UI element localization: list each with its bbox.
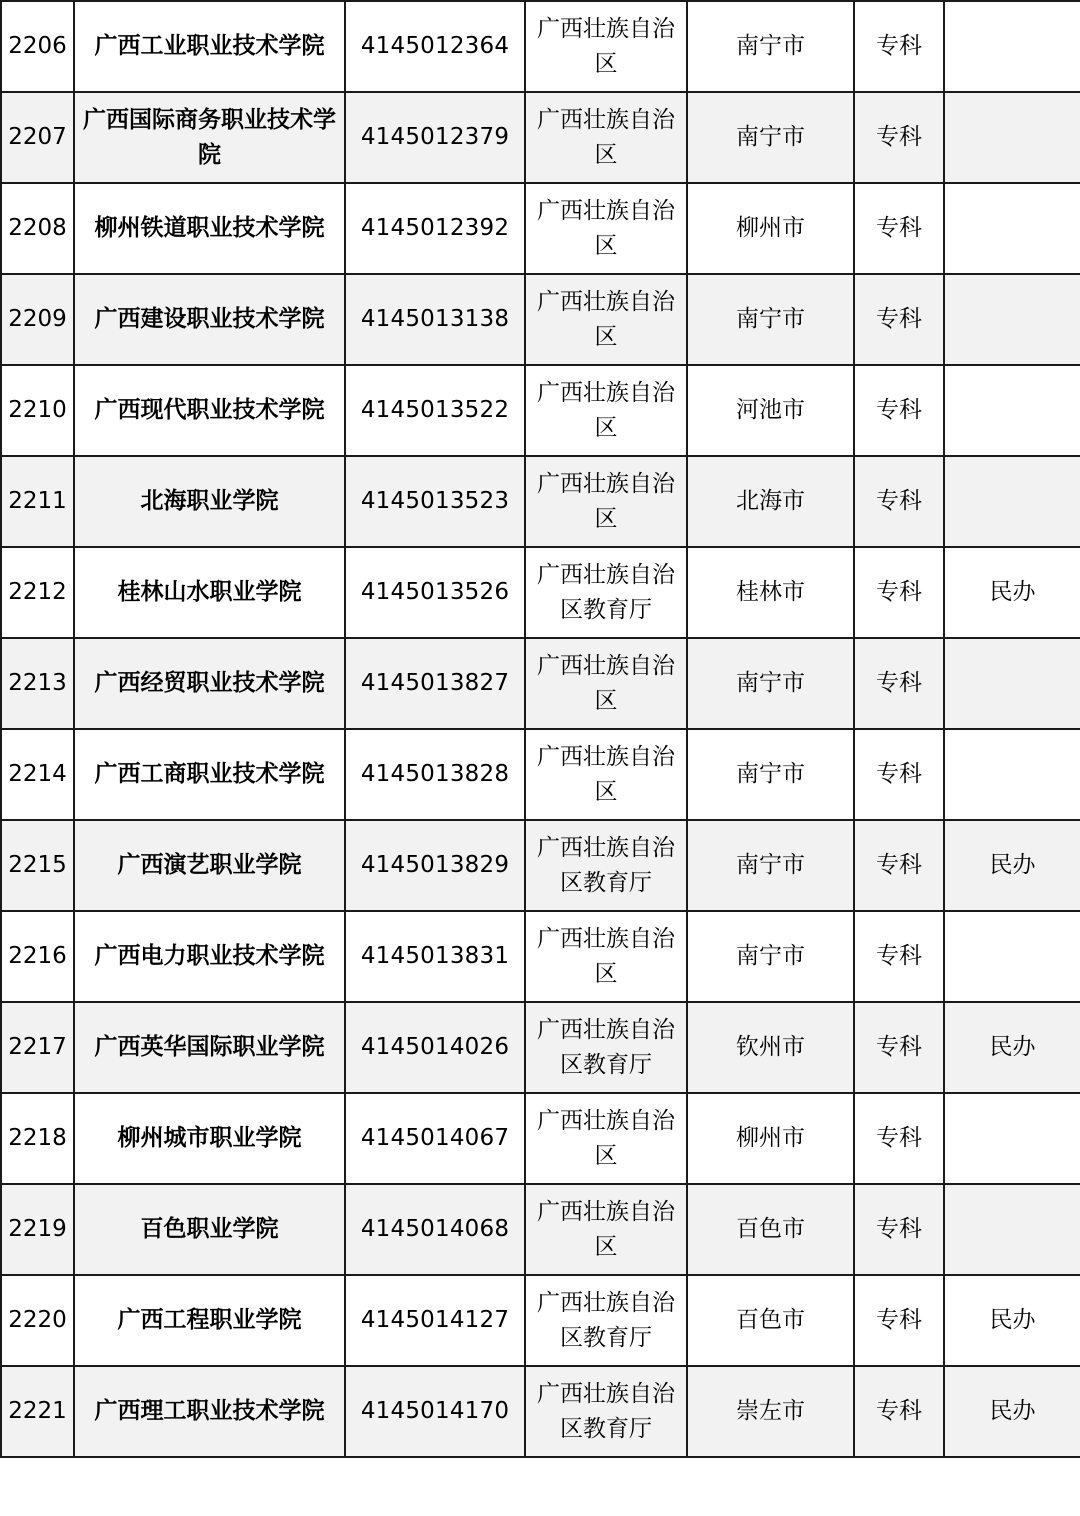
table-row bbox=[1, 183, 1080, 274]
city-cell: 南宁市 bbox=[687, 638, 854, 729]
education-level-cell: 专科 bbox=[854, 547, 944, 638]
table-row bbox=[1, 274, 1080, 365]
table-row bbox=[1, 547, 1080, 638]
school-code-cell: 4145014170 bbox=[345, 1366, 525, 1457]
school-name-cell: 柳州城市职业学院 bbox=[74, 1093, 345, 1184]
education-level-cell: 专科 bbox=[854, 1366, 944, 1457]
school-code-cell: 4145012379 bbox=[345, 92, 525, 183]
supervising-authority-cell: 广西壮族自治区 bbox=[525, 638, 687, 729]
school-name-cell: 广西国际商务职业技术学院 bbox=[74, 92, 345, 183]
table-row bbox=[1, 1184, 1080, 1275]
city-cell: 百色市 bbox=[687, 1275, 854, 1366]
city-cell: 柳州市 bbox=[687, 183, 854, 274]
school-name-cell: 广西工程职业学院 bbox=[74, 1275, 345, 1366]
row-number-cell: 2220 bbox=[1, 1275, 74, 1366]
table-row bbox=[1, 729, 1080, 820]
school-name-cell: 北海职业学院 bbox=[74, 456, 345, 547]
row-number-cell: 2218 bbox=[1, 1093, 74, 1184]
note-cell: 民办 bbox=[944, 547, 1080, 638]
city-cell: 南宁市 bbox=[687, 1, 854, 92]
city-cell: 南宁市 bbox=[687, 729, 854, 820]
note-cell bbox=[944, 1, 1080, 92]
table-body bbox=[1, 1, 1080, 1457]
city-cell: 北海市 bbox=[687, 456, 854, 547]
note-cell: 民办 bbox=[944, 1366, 1080, 1457]
school-code-cell: 4145013831 bbox=[345, 911, 525, 1002]
education-level-cell: 专科 bbox=[854, 365, 944, 456]
table-row bbox=[1, 820, 1080, 911]
education-level-cell: 专科 bbox=[854, 92, 944, 183]
note-cell bbox=[944, 365, 1080, 456]
supervising-authority-cell: 广西壮族自治区 bbox=[525, 456, 687, 547]
school-code-cell: 4145014067 bbox=[345, 1093, 525, 1184]
row-number-cell: 2217 bbox=[1, 1002, 74, 1093]
note-cell bbox=[944, 456, 1080, 547]
note-cell bbox=[944, 274, 1080, 365]
school-name-cell: 柳州铁道职业技术学院 bbox=[74, 183, 345, 274]
supervising-authority-cell: 广西壮族自治区 bbox=[525, 911, 687, 1002]
education-level-cell: 专科 bbox=[854, 1275, 944, 1366]
city-cell: 南宁市 bbox=[687, 274, 854, 365]
school-code-cell: 4145013827 bbox=[345, 638, 525, 729]
table-row bbox=[1, 638, 1080, 729]
supervising-authority-cell: 广西壮族自治区 bbox=[525, 1184, 687, 1275]
school-code-cell: 4145012364 bbox=[345, 1, 525, 92]
row-number-cell: 2212 bbox=[1, 547, 74, 638]
row-number-cell: 2210 bbox=[1, 365, 74, 456]
supervising-authority-cell: 广西壮族自治区教育厅 bbox=[525, 1002, 687, 1093]
table-row bbox=[1, 1093, 1080, 1184]
education-level-cell: 专科 bbox=[854, 274, 944, 365]
supervising-authority-cell: 广西壮族自治区 bbox=[525, 1, 687, 92]
education-level-cell: 专科 bbox=[854, 729, 944, 820]
school-code-cell: 4145014068 bbox=[345, 1184, 525, 1275]
city-cell: 桂林市 bbox=[687, 547, 854, 638]
note-cell: 民办 bbox=[944, 820, 1080, 911]
table-row bbox=[1, 365, 1080, 456]
table-row bbox=[1, 1275, 1080, 1366]
row-number-cell: 2208 bbox=[1, 183, 74, 274]
education-level-cell: 专科 bbox=[854, 1184, 944, 1275]
supervising-authority-cell: 广西壮族自治区教育厅 bbox=[525, 1366, 687, 1457]
city-cell: 南宁市 bbox=[687, 92, 854, 183]
row-number-cell: 2206 bbox=[1, 1, 74, 92]
note-cell: 民办 bbox=[944, 1275, 1080, 1366]
table-row bbox=[1, 92, 1080, 183]
supervising-authority-cell: 广西壮族自治区 bbox=[525, 92, 687, 183]
education-level-cell: 专科 bbox=[854, 1093, 944, 1184]
education-level-cell: 专科 bbox=[854, 911, 944, 1002]
city-cell: 百色市 bbox=[687, 1184, 854, 1275]
table-row bbox=[1, 1366, 1080, 1457]
school-code-cell: 4145013522 bbox=[345, 365, 525, 456]
city-cell: 崇左市 bbox=[687, 1366, 854, 1457]
supervising-authority-cell: 广西壮族自治区 bbox=[525, 1093, 687, 1184]
education-level-cell: 专科 bbox=[854, 1, 944, 92]
supervising-authority-cell: 广西壮族自治区 bbox=[525, 183, 687, 274]
table-row bbox=[1, 1002, 1080, 1093]
row-number-cell: 2221 bbox=[1, 1366, 74, 1457]
school-name-cell: 广西现代职业技术学院 bbox=[74, 365, 345, 456]
school-name-cell: 广西经贸职业技术学院 bbox=[74, 638, 345, 729]
city-cell: 南宁市 bbox=[687, 911, 854, 1002]
city-cell: 钦州市 bbox=[687, 1002, 854, 1093]
school-name-cell: 广西理工职业技术学院 bbox=[74, 1366, 345, 1457]
supervising-authority-cell: 广西壮族自治区 bbox=[525, 729, 687, 820]
education-level-cell: 专科 bbox=[854, 1002, 944, 1093]
city-cell: 河池市 bbox=[687, 365, 854, 456]
row-number-cell: 2209 bbox=[1, 274, 74, 365]
school-name-cell: 广西演艺职业学院 bbox=[74, 820, 345, 911]
supervising-authority-cell: 广西壮族自治区 bbox=[525, 365, 687, 456]
city-cell: 柳州市 bbox=[687, 1093, 854, 1184]
education-level-cell: 专科 bbox=[854, 820, 944, 911]
supervising-authority-cell: 广西壮族自治区 bbox=[525, 274, 687, 365]
school-code-cell: 4145013526 bbox=[345, 547, 525, 638]
row-number-cell: 2216 bbox=[1, 911, 74, 1002]
row-number-cell: 2215 bbox=[1, 820, 74, 911]
education-level-cell: 专科 bbox=[854, 183, 944, 274]
school-code-cell: 4145014127 bbox=[345, 1275, 525, 1366]
table-row bbox=[1, 1, 1080, 92]
school-name-cell: 广西建设职业技术学院 bbox=[74, 274, 345, 365]
row-number-cell: 2213 bbox=[1, 638, 74, 729]
note-cell bbox=[944, 183, 1080, 274]
supervising-authority-cell: 广西壮族自治区教育厅 bbox=[525, 1275, 687, 1366]
table-row bbox=[1, 456, 1080, 547]
school-name-cell: 广西工业职业技术学院 bbox=[74, 1, 345, 92]
supervising-authority-cell: 广西壮族自治区教育厅 bbox=[525, 820, 687, 911]
school-code-cell: 4145013523 bbox=[345, 456, 525, 547]
school-code-cell: 4145013828 bbox=[345, 729, 525, 820]
school-name-cell: 百色职业学院 bbox=[74, 1184, 345, 1275]
school-name-cell: 广西工商职业技术学院 bbox=[74, 729, 345, 820]
table-row bbox=[1, 911, 1080, 1002]
note-cell bbox=[944, 911, 1080, 1002]
note-cell bbox=[944, 1184, 1080, 1275]
row-number-cell: 2219 bbox=[1, 1184, 74, 1275]
education-level-cell: 专科 bbox=[854, 456, 944, 547]
school-name-cell: 广西英华国际职业学院 bbox=[74, 1002, 345, 1093]
school-code-cell: 4145013138 bbox=[345, 274, 525, 365]
note-cell bbox=[944, 92, 1080, 183]
school-code-cell: 4145013829 bbox=[345, 820, 525, 911]
school-name-cell: 桂林山水职业学院 bbox=[74, 547, 345, 638]
school-name-cell: 广西电力职业技术学院 bbox=[74, 911, 345, 1002]
row-number-cell: 2214 bbox=[1, 729, 74, 820]
supervising-authority-cell: 广西壮族自治区教育厅 bbox=[525, 547, 687, 638]
row-number-cell: 2211 bbox=[1, 456, 74, 547]
row-number-cell: 2207 bbox=[1, 92, 74, 183]
school-code-cell: 4145012392 bbox=[345, 183, 525, 274]
note-cell: 民办 bbox=[944, 1002, 1080, 1093]
education-level-cell: 专科 bbox=[854, 638, 944, 729]
note-cell bbox=[944, 1093, 1080, 1184]
note-cell bbox=[944, 729, 1080, 820]
city-cell: 南宁市 bbox=[687, 820, 854, 911]
note-cell bbox=[944, 638, 1080, 729]
school-code-cell: 4145014026 bbox=[345, 1002, 525, 1093]
